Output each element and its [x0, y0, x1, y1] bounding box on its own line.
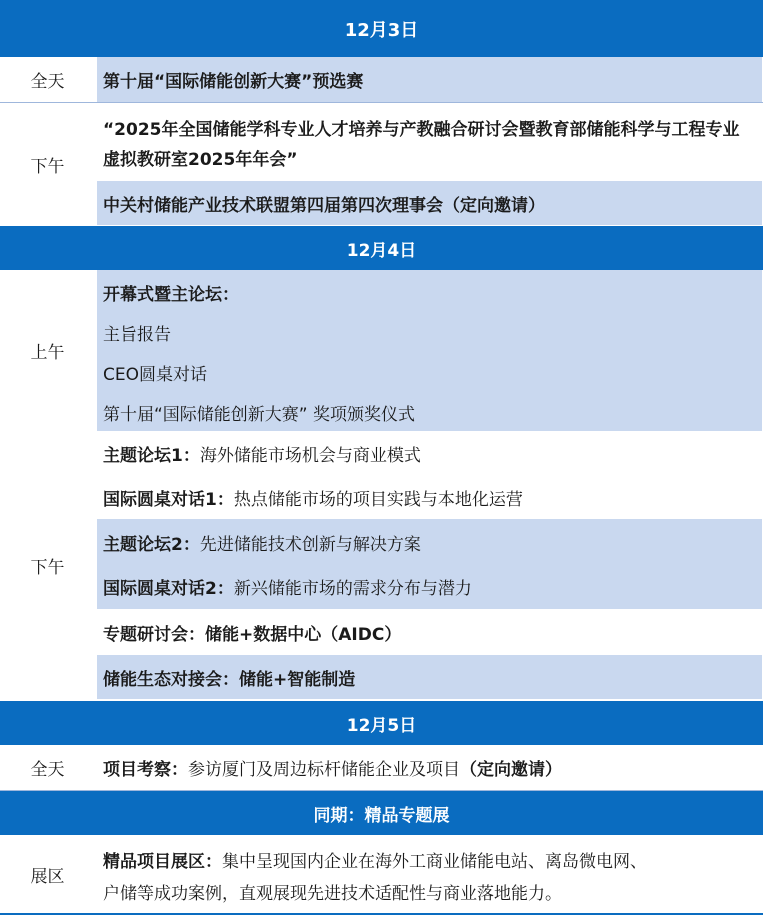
event-forum-2: [97, 519, 762, 609]
tour-note: （定向邀请）: [460, 760, 562, 780]
forum-2-line: [103, 530, 421, 555]
roundtable-2-title: 国际圆桌对话2：: [103, 579, 234, 599]
time-label-text: 下午: [30, 156, 65, 177]
time-label-text: 上午: [30, 343, 65, 363]
day-header-label: 12月4日: [346, 240, 417, 261]
day-header-label: 12月5日: [346, 715, 417, 736]
event-preliminary: [97, 57, 762, 102]
event-seminar-aidc: [97, 609, 762, 655]
tour-title: 项目考察：: [103, 760, 188, 780]
morning-item: CEO圆桌对话: [103, 365, 207, 385]
time-label-text: 全天: [30, 760, 65, 780]
forum-1-title: 主题论坛1：: [103, 446, 200, 466]
time-label-text: 展区: [30, 866, 65, 887]
event-forum-1: [97, 431, 762, 519]
morning-item: 第十届“国际储能创新大赛” 奖项颁奖仪式: [103, 405, 416, 425]
day-header-dec5: [0, 701, 763, 745]
event-symposium: [97, 103, 762, 180]
event-matchmaking: [97, 655, 762, 699]
exhibit-desc-1: 集中呈现国内企业在海外工商业储能电站、离岛微电网、: [222, 852, 647, 872]
time-label-allday: [0, 57, 95, 102]
forum-1-topic: 海外储能市场机会与商业模式: [199, 446, 421, 466]
day-header-dec3: [0, 0, 763, 57]
exhibit-zone-label: [0, 835, 95, 913]
event-text: 中关村储能产业技术联盟第四届第四次理事会（定向邀请）: [103, 195, 545, 216]
forum-1-line: [103, 441, 421, 466]
roundtable-2-topic: 新兴储能市场的需求分布与潜力: [233, 579, 472, 599]
event-text: 第十届“国际储能创新大赛”预选赛: [103, 72, 364, 92]
forum-2-topic: 先进储能技术创新与解决方案: [199, 535, 421, 555]
day-header-label: 12月3日: [344, 19, 419, 41]
time-label-afternoon: [0, 103, 95, 225]
roundtable-1-line: [103, 485, 523, 510]
forum-2-title: 主题论坛2：: [103, 535, 200, 555]
exhibit-line-2: 户储等成功案例，直观展现先进技术适配性与商业落地能力。: [103, 884, 562, 904]
morning-item: 主旨报告: [103, 325, 171, 345]
event-text: 储能生态对接会：储能+智能制造: [103, 669, 356, 690]
exhibit-header: [0, 791, 763, 835]
time-label-text: 全天: [30, 72, 65, 92]
event-opening-forum: [97, 270, 762, 431]
tour-desc: 参访厦门及周边标杆储能企业及项目: [188, 760, 460, 780]
time-label-text: 下午: [30, 557, 65, 578]
bottom-border: [0, 913, 763, 915]
event-text: “2025年全国储能学科专业人才培养与产教融合研讨会暨教育部储能科学与工程专业虚拟教研室2025年年会”: [103, 120, 740, 170]
time-label-morning: [0, 270, 95, 431]
event-council-meeting: [97, 181, 762, 225]
exhibit-header-label: 同期：精品专题展: [313, 805, 450, 826]
roundtable-1-topic: 热点储能市场的项目实践与本地化运营: [233, 490, 523, 510]
time-label-afternoon: [0, 431, 95, 699]
roundtable-2-line: [103, 574, 472, 599]
exhibit-description: [97, 835, 762, 913]
event-text: 专题研讨会：储能+数据中心（AIDC）: [103, 624, 402, 645]
exhibit-title: 精品项目展区：: [103, 852, 222, 872]
morning-item-title: 开幕式暨主论坛：: [103, 285, 239, 305]
time-label-allday: [0, 745, 95, 790]
roundtable-1-title: 国际圆桌对话1：: [103, 490, 234, 510]
exhibit-line-1: [103, 847, 647, 872]
event-site-visit: [97, 745, 762, 790]
day-header-dec4: [0, 226, 763, 270]
